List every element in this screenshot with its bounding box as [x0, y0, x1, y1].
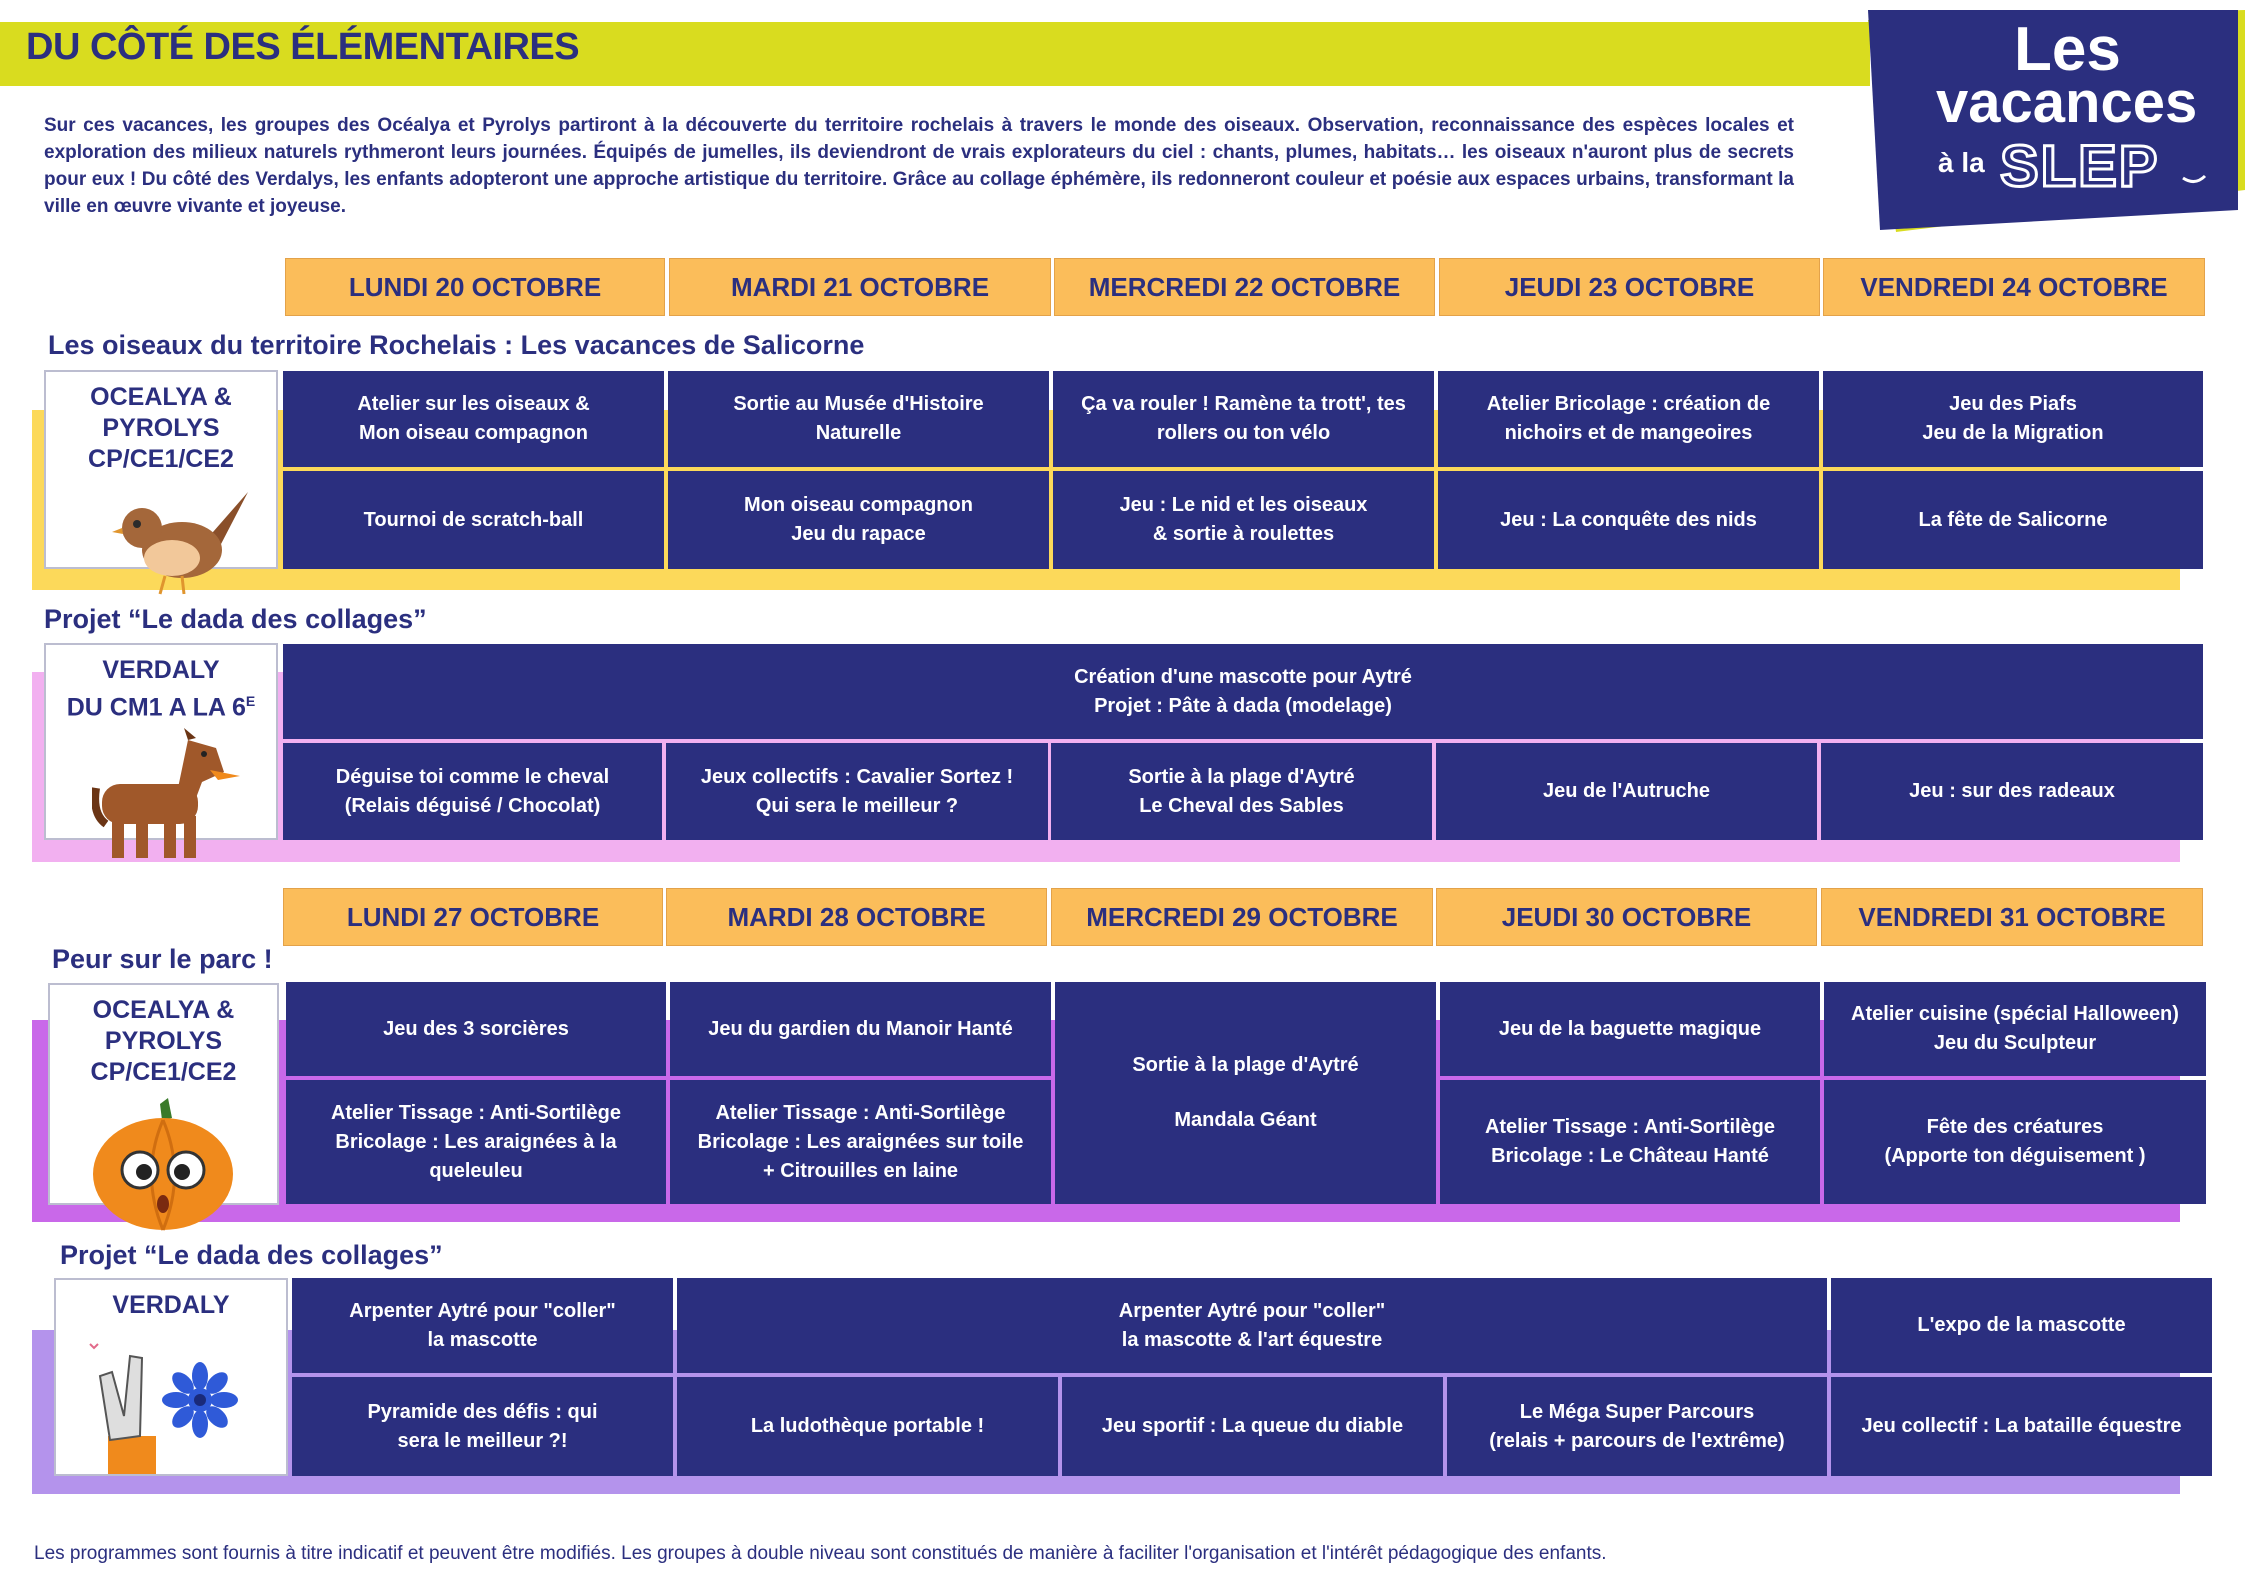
cell-line: Jeu des 3 sorcières — [383, 1017, 569, 1040]
day-header: MARDI 21 OCTOBRE — [669, 258, 1051, 316]
group-line: VERDALY — [102, 656, 220, 684]
cell-line: Fête des créatures — [1926, 1116, 2104, 1138]
cell-line: Atelier Tissage : Anti-Sortilège — [330, 1101, 622, 1124]
cell-line: Jeux collectifs : Cavalier Sortez ! — [700, 765, 1014, 788]
activity-cell — [283, 743, 662, 840]
logo-brand: SLEP — [2000, 134, 2160, 199]
page-title: DU CÔTÉ DES ÉLÉMENTAIRES — [26, 26, 580, 68]
cell-line: Jeu : La conquête des nids — [1500, 508, 1757, 531]
cell-line: Le Cheval des Sables — [1139, 794, 1344, 817]
activity-cell — [1823, 471, 2203, 569]
cell-line: La ludothèque portable ! — [750, 1415, 985, 1437]
cell-line: sera le meilleur ?! — [397, 1429, 568, 1452]
activity-cell — [677, 1377, 1058, 1476]
activity-cell — [1438, 371, 1819, 467]
cell-line: Bricolage : Les araignées sur toile — [697, 1130, 1024, 1153]
cell-line: Jeu : sur des radeaux — [1909, 780, 2115, 802]
cell-line: La fête de Salicorne — [1918, 508, 2108, 531]
cell-line: Jeu du Sculpteur — [1933, 1032, 2097, 1054]
section-title: Les oiseaux du territoire Rochelais : Les vacances de Salicorne — [48, 330, 865, 360]
day-header: VENDREDI 31 OCTOBRE — [1821, 888, 2203, 946]
activity-cell — [1831, 1377, 2212, 1476]
activity-cell — [670, 1080, 1051, 1204]
activity-cell — [292, 1377, 673, 1476]
activity-cell — [1053, 371, 1434, 467]
cell-line: Mon oiseau compagnon — [744, 494, 973, 516]
cell-line: Jeu des Piafs — [1949, 393, 2077, 415]
cell-line: la mascotte & l'art équestre — [1121, 1328, 1383, 1351]
activity-cell — [1824, 1080, 2206, 1204]
section-title: Projet “Le dada des collages” — [44, 604, 427, 634]
activity-cell — [1051, 743, 1432, 840]
activity-cell — [1824, 982, 2206, 1076]
cell-line: Atelier Tissage : Anti-Sortilège — [715, 1101, 1006, 1124]
activity-cell — [1062, 1377, 1443, 1476]
wren-bird-icon — [110, 488, 255, 596]
group-line: PYROLYS — [104, 1027, 223, 1055]
activity-cell — [292, 1278, 673, 1373]
activity-cell — [283, 471, 664, 569]
cell-line: Arpenter Aytré pour "coller" — [349, 1299, 616, 1322]
day-header: MERCREDI 22 OCTOBRE — [1054, 258, 1435, 316]
activity-cell-wide — [677, 1278, 1827, 1373]
cell-line: Qui sera le meilleur ? — [755, 794, 959, 817]
group-line: CP/CE1/CE2 — [88, 445, 234, 473]
group-line: VERDALY — [112, 1291, 230, 1319]
logo-line2: vacances — [1936, 70, 2198, 135]
cell-line: & sortie à roulettes — [1152, 523, 1335, 545]
activity-cell — [1436, 743, 1817, 840]
activity-cell — [1823, 371, 2203, 467]
activity-cell — [1438, 471, 1819, 569]
cell-line: Jeu : Le nid et les oiseaux — [1119, 494, 1368, 516]
cell-line: nichoirs et de mangeoires — [1504, 422, 1753, 444]
activity-cell — [283, 371, 664, 467]
activity-cell — [286, 982, 666, 1076]
day-header: JEUDI 23 OCTOBRE — [1439, 258, 1820, 316]
day-header: VENDREDI 24 OCTOBRE — [1823, 258, 2205, 316]
cell-line: Ça va rouler ! Ramène ta trott', tes — [1081, 393, 1406, 415]
activity-cell — [1831, 1278, 2212, 1373]
cell-line: Jeu du rapace — [791, 523, 926, 545]
activity-cell — [1447, 1377, 1827, 1476]
crossed-fingers-flower-icon — [70, 1336, 270, 1474]
section-title: Peur sur le parc ! — [52, 944, 273, 974]
activity-cell — [1821, 743, 2203, 840]
cell-line: rollers ou ton vélo — [1156, 422, 1331, 444]
cell-line: Atelier Tissage : Anti-Sortilège — [1484, 1116, 1776, 1138]
group-line: OCEALYA & — [90, 383, 232, 411]
cell-line: queleuleu — [429, 1159, 523, 1182]
day-header: MERCREDI 29 OCTOBRE — [1051, 888, 1433, 946]
activity-cell — [668, 371, 1049, 467]
cell-line: Arpenter Aytré pour "coller" — [1118, 1299, 1386, 1322]
cell-line: (relais + parcours de l'extrême) — [1489, 1429, 1785, 1452]
cell-line: + Citrouilles en laine — [762, 1159, 959, 1182]
cell-line: Le Méga Super Parcours — [1519, 1400, 1755, 1423]
cell-line: (Relais déguisé / Chocolat) — [344, 794, 601, 817]
cell-line: Sortie au Musée d'Histoire — [733, 393, 984, 415]
activity-cell — [1440, 1080, 1820, 1204]
cell-line: Création d'une mascotte pour Aytré — [1074, 665, 1412, 688]
cell-line: L'expo de la mascotte — [1917, 1314, 2126, 1336]
horse-icon — [92, 728, 242, 864]
activity-cell — [1053, 471, 1434, 569]
day-header: JEUDI 30 OCTOBRE — [1436, 888, 1817, 946]
group-line: OCEALYA & — [92, 996, 235, 1024]
section-title: Projet “Le dada des collages” — [60, 1240, 443, 1270]
intro-text: Sur ces vacances, les groupes des Océalya et Pyrolys partiront à la découverte du territoire rochelais à travers le monde des oiseaux. Observation, reconnaissance des espèces locales et exploration des milieux naturels rythmeront leurs journées. Équipés de jumelles, ils deviendront de vrais explorateurs du ciel : chants, plumes, habitats… les oiseaux n'auront plus de secrets pour eux ! Du côté des Verdalys, les enfants adopteront une approche artistique du territoire. Grâce au collage éphémère, ils redonneront couleur et poésie aux espaces urbains, transformant la ville en œuvre vivante et joyeuse. — [44, 115, 1794, 217]
activity-cell-wide — [283, 644, 2203, 739]
cell-line: Tournoi de scratch-ball — [363, 508, 584, 531]
cell-line: Mandala Géant — [1174, 1109, 1317, 1131]
cell-line: Atelier sur les oiseaux & — [357, 393, 590, 415]
cell-line: Mon oiseau compagnon — [359, 422, 588, 444]
cell-line: Jeu de la baguette magique — [1498, 1017, 1762, 1040]
activity-cell — [286, 1080, 666, 1204]
group-line: PYROLYS — [102, 414, 220, 442]
day-header: LUNDI 20 OCTOBRE — [285, 258, 665, 316]
activity-cell-tall — [1055, 982, 1436, 1204]
pumpkin-icon — [90, 1098, 236, 1232]
activity-cell — [1440, 982, 1820, 1076]
cell-line: Déguise toi comme le cheval — [335, 765, 610, 788]
group-line: CP/CE1/CE2 — [90, 1058, 237, 1086]
activity-cell — [670, 982, 1051, 1076]
cell-line: Sortie à la plage d'Aytré — [1128, 765, 1355, 788]
group-superscript: E — [245, 693, 256, 709]
cell-line: Jeu collectif : La bataille équestre — [1861, 1415, 2182, 1437]
activity-cell — [666, 743, 1048, 840]
cell-line: Jeu du gardien du Manoir Hanté — [708, 1017, 1013, 1040]
cell-line: Atelier Bricolage : création de — [1486, 393, 1771, 415]
cell-line: Sortie à la plage d'Aytré — [1132, 1054, 1359, 1076]
day-header: MARDI 28 OCTOBRE — [666, 888, 1047, 946]
footer-note: Les programmes sont fournis à titre indicatif et peuvent être modifiés. Les groupes à double niveau sont constitués de manière à faciliter l'organisation et l'intérêt pédagogique des enfants. — [34, 1543, 1607, 1564]
cell-line: Jeu de l'Autruche — [1542, 780, 1710, 802]
group-level: DU CM1 A LA 6 — [66, 693, 246, 722]
cell-line: (Apporte ton déguisement ) — [1884, 1145, 2146, 1167]
cell-line: Jeu de la Migration — [1922, 422, 2104, 444]
activity-cell — [668, 471, 1049, 569]
cell-line: Jeu sportif : La queue du diable — [1101, 1415, 1404, 1437]
group-line — [46, 686, 276, 723]
day-header: LUNDI 27 OCTOBRE — [283, 888, 663, 946]
logo-line1: Les — [2014, 15, 2121, 84]
cell-line: Naturelle — [815, 422, 902, 444]
cell-line: Bricolage : Le Château Hanté — [1491, 1145, 1769, 1167]
cell-line: la mascotte — [427, 1328, 538, 1351]
cell-line: Pyramide des défis : qui — [367, 1400, 598, 1423]
logo-line3: à la — [1938, 147, 1985, 178]
slep-logo — [1868, 10, 2245, 242]
cell-line: Atelier cuisine (spécial Halloween) — [1851, 1003, 2179, 1025]
cell-line: Bricolage : Les araignées à la — [335, 1130, 617, 1153]
cell-line: Projet : Pâte à dada (modelage) — [1094, 694, 1392, 717]
